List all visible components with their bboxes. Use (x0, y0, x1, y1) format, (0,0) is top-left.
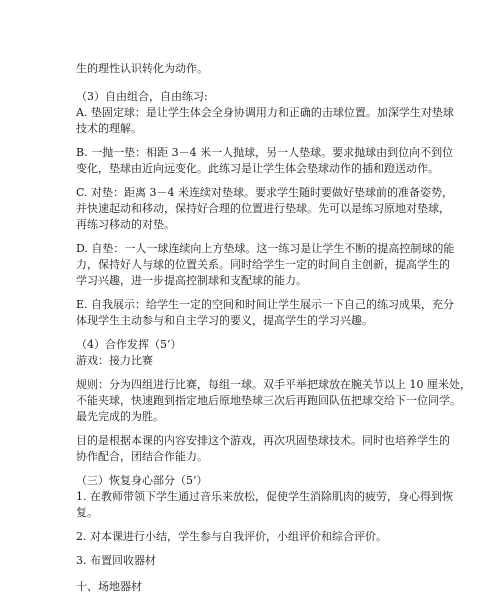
text-line-5: B. 一抛一垫：相距 3－4 米一人抛球，另一人垫球。要求抛球由到位向不到位 (76, 146, 454, 159)
text-line-13: E. 自我展示：给学生一定的空间和时间让学生展示一下自己的练习成果，充分 (76, 298, 455, 311)
text-line-11: 力，保持好人与球的位置关系。同时给学生一定的时间自主创新，提高学生的 (76, 258, 450, 271)
text-line-2: （3）自由组合，自由练习: (76, 90, 208, 103)
text-line-7: C. 对垫：距离 3－4 米连续对垫球。要求学生随时要做好垫球前的准备姿势， (76, 186, 454, 199)
text-line-4: 技术的理解。 (76, 122, 142, 135)
text-line-27: 十、场地器材 (76, 580, 142, 593)
text-line-17: 规则：分为四组进行比赛，每组一球。双手平举把球放在腕关节以上 10 厘米处， (76, 378, 471, 391)
text-line-1: 生的理性认识转化为动作。 (76, 62, 208, 75)
text-line-26: 3. 布置回收器材 (76, 554, 156, 567)
text-line-16: 游戏：接力比赛 (76, 354, 153, 367)
text-line-23: 1. 在教师带领下学生通过音乐来放松，促使学生消除肌肉的疲劳，身心得到恢 (76, 490, 453, 503)
text-line-20: 目的是根据本课的内容安排这个游戏，再次巩固垫球技术。同时也培养学生的 (76, 434, 450, 447)
text-line-3: A. 垫固定球：是让学生体会全身协调用力和正确的击球位置。加深学生对垫球 (76, 106, 454, 119)
text-line-19: 最先完成的为胜。 (76, 410, 164, 423)
text-line-14: 体现学生主动参与和自主学习的要义，提高学生的学习兴趣。 (76, 314, 373, 327)
text-line-9: 再练习移动的对垫。 (76, 218, 175, 231)
text-line-22: （三）恢复身心部分（5’） (76, 474, 208, 487)
text-line-18: 不能夹球，快速跑到指定地后原地垫球三次后再跑回队伍把球交给下一位同学。 (76, 394, 461, 407)
text-line-8: 并快速起动和移动，保持好合理的位置进行垫球。先可以是练习原地对垫球， (76, 202, 450, 215)
text-line-21: 协作配合，团结合作能力。 (76, 450, 208, 463)
text-line-25: 2. 对本课进行小结，学生参与自我评价，小组评价和综合评价。 (76, 530, 387, 543)
text-line-24: 复。 (76, 506, 98, 519)
text-line-10: D. 自垫：一人一球连续向上方垫球。这一练习是让学生不断的提高控制球的能 (76, 242, 455, 255)
text-line-6: 变化，垫球由近向远变化。此练习是让学生体会垫球动作的插和蹬送动作。 (76, 162, 439, 175)
text-line-15: （4）合作发挥（5’） (76, 338, 182, 351)
text-line-12: 学习兴趣，进一步提高控制球和支配球的能力。 (76, 274, 307, 287)
